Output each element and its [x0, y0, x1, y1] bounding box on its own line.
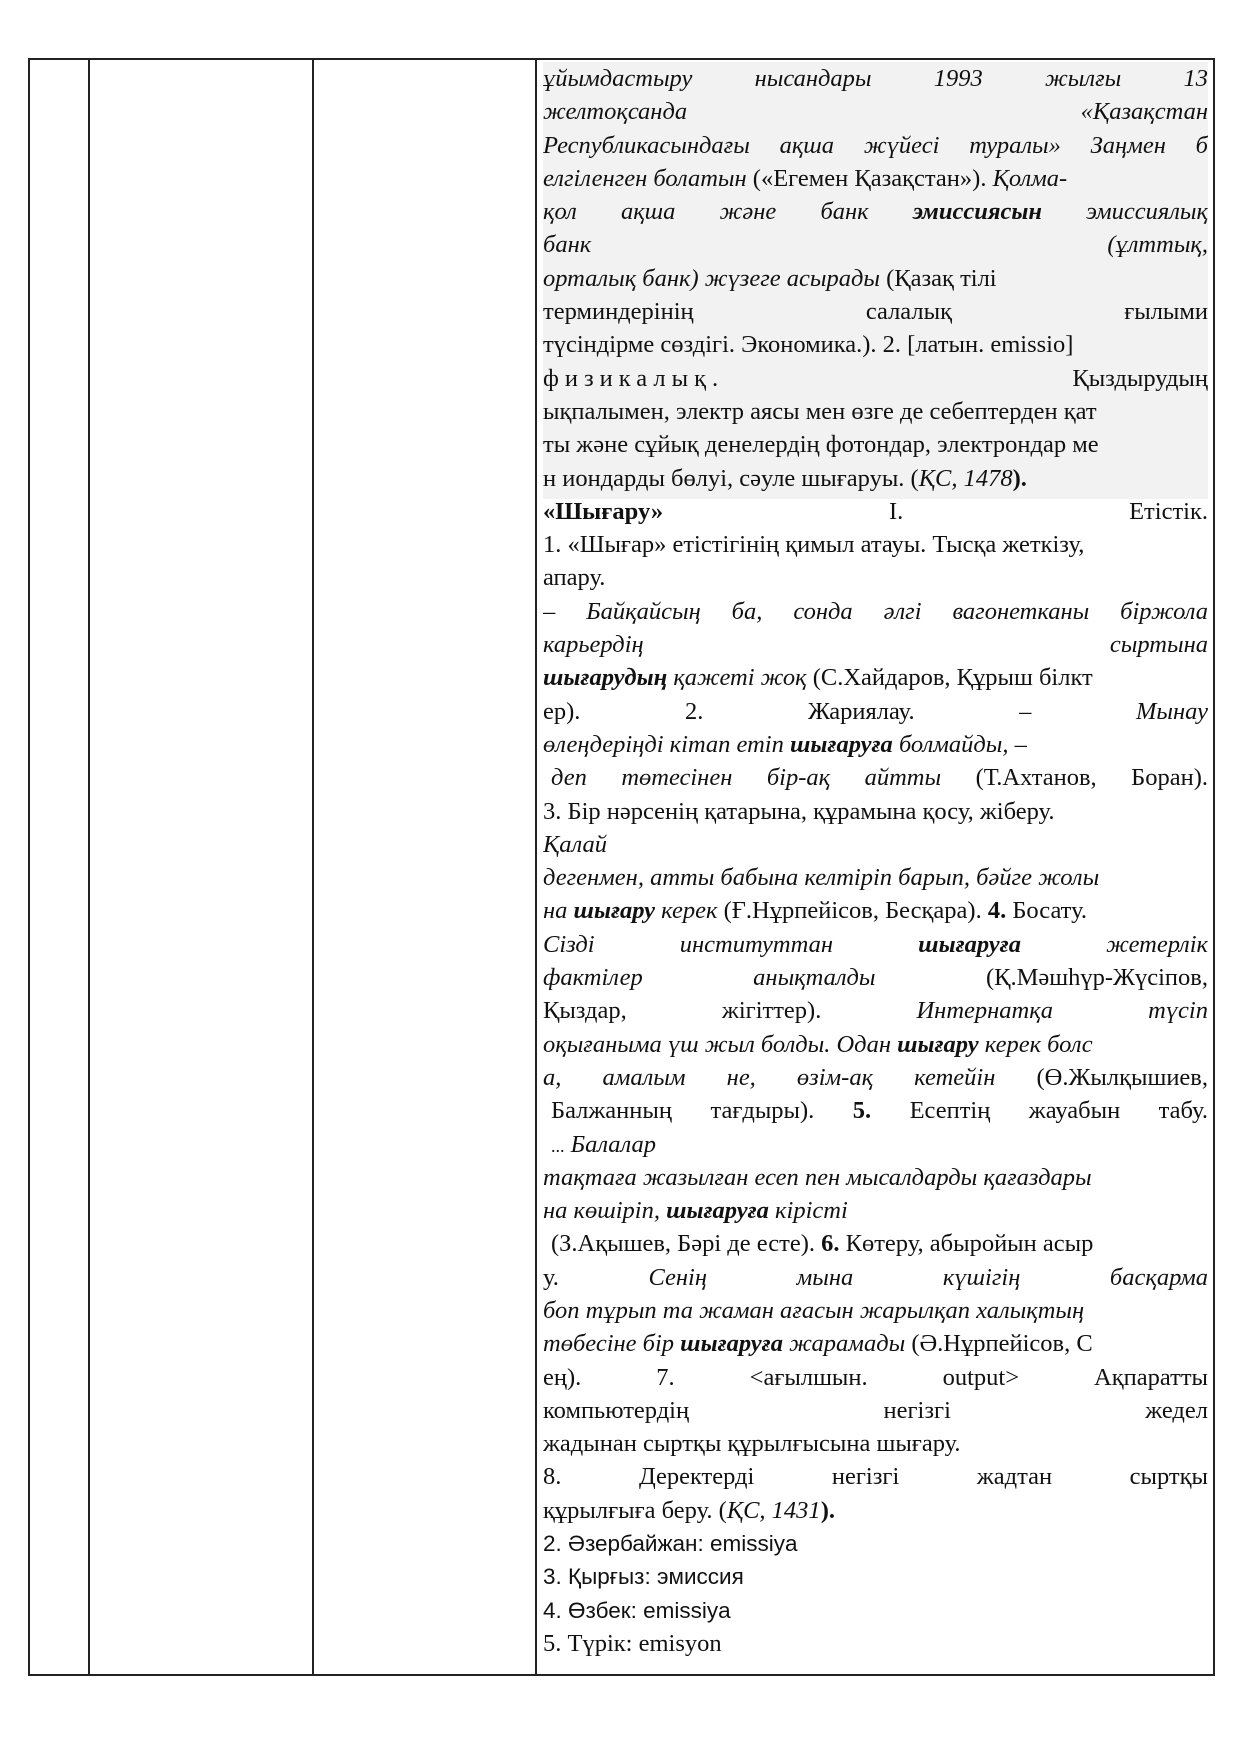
text-segment: Қыздар, жігіттер).	[543, 997, 822, 1025]
text-segment: 6.	[821, 1230, 840, 1258]
text-segment: ұйымдастыру нысандары 1993 жылғы 13	[543, 65, 1208, 92]
text-segment: кірісті	[768, 1197, 848, 1225]
text-segment: 3. Қырғыз: эмиссия	[543, 1564, 744, 1590]
text-segment: (Ө.Жылқышиев,	[995, 1063, 1208, 1091]
definition-cell	[543, 62, 1208, 1670]
text-segment: жарамады	[782, 1330, 906, 1358]
text-line	[543, 162, 1208, 195]
text-line	[543, 595, 1208, 628]
text-line	[543, 1494, 1208, 1527]
text-segment: у.	[543, 1263, 559, 1291]
text-segment: қажеті жоқ	[667, 664, 807, 692]
text-segment: – Байқайсың ба, сонда әлгі вагонетканы біржола	[543, 597, 1208, 625]
text-segment: елгіленген болатын	[543, 164, 753, 192]
text-line	[543, 928, 1208, 961]
text-line	[543, 62, 1208, 95]
text-line	[543, 561, 1208, 594]
text-segment: Есептің жауабын табу.	[871, 1097, 1208, 1125]
text-segment: 4.	[987, 897, 1007, 925]
text-segment: Балалар	[564, 1130, 657, 1158]
text-segment: құрылғыға беру. (	[543, 1496, 727, 1524]
text-segment: деп төтесінен бір-ақ айтты	[551, 764, 942, 792]
text-segment: желтоқсанда «Қазақстан	[543, 98, 1208, 126]
text-line	[543, 1227, 1208, 1260]
text-line	[543, 1560, 1208, 1593]
text-segment: ты және сұйық денелердің фотондар, электрондар ме	[543, 431, 1099, 459]
text-segment: шығару	[897, 1030, 979, 1058]
text-segment: 5. Түрік: emisyon	[543, 1629, 722, 1657]
text-line	[543, 1361, 1208, 1394]
text-segment: «Шығару»	[543, 497, 664, 525]
column-divider	[535, 60, 537, 1674]
text-segment: банк (ұлттық,	[543, 231, 1208, 259]
text-segment: Қалай	[543, 830, 608, 858]
text-segment: (Қ.Мәшһүр-Жүсіпов,	[875, 964, 1208, 992]
text-segment: Қыздырудың	[724, 364, 1208, 392]
text-segment: қол ақша және банк	[543, 198, 913, 226]
text-line	[543, 1427, 1208, 1460]
text-segment: Балжанның тағдыры).	[551, 1097, 853, 1125]
text-segment: болмайды, –	[892, 730, 1027, 758]
text-segment: («Егемен Қазақстан»).	[752, 164, 987, 192]
text-segment: шығаруға	[666, 1197, 769, 1225]
text-segment: – Мынау	[914, 697, 1208, 725]
text-segment: терминдерінің салалық ғылыми	[543, 298, 1208, 326]
text-segment: Босату.	[1006, 897, 1087, 925]
text-segment: тақтаға жазылған есеп пен мысалдарды қағаздары	[543, 1163, 1092, 1191]
text-segment: (З.Ақышев, Бәрі де есте).	[551, 1230, 822, 1258]
text-line	[543, 95, 1208, 128]
table	[28, 58, 1215, 1676]
text-line	[543, 861, 1208, 894]
text-line	[543, 728, 1208, 761]
text-line	[543, 1527, 1208, 1560]
text-line	[543, 328, 1208, 361]
text-segment: дегенмен, атты бабына келтіріп барып, бәйге жолы	[543, 864, 1100, 892]
text-line	[543, 295, 1208, 328]
text-segment: ...	[551, 1135, 565, 1156]
text-line	[543, 228, 1208, 261]
text-line	[543, 1128, 1208, 1161]
text-line	[543, 528, 1208, 561]
text-segment: керек	[655, 897, 718, 925]
text-line	[543, 628, 1208, 661]
text-line	[543, 1261, 1208, 1294]
text-segment: (Т.Ахтанов, Боран).	[941, 764, 1208, 792]
text-segment: ықпалымен, электр аясы мен өзге де себептерден қат	[543, 397, 1097, 425]
text-line	[543, 1294, 1208, 1327]
text-segment: (С.Хайдаров, Құрыш білкт	[806, 664, 1093, 692]
text-line	[543, 828, 1208, 861]
text-segment: өлеңдеріңді кітап етіп	[543, 730, 790, 758]
text-segment: н иондарды бөлуі, сәуле шығаруы. (	[543, 464, 919, 492]
text-line	[543, 195, 1208, 228]
column-divider	[88, 60, 90, 1674]
text-segment: Қолма-	[986, 164, 1068, 192]
text-segment: на	[543, 897, 574, 925]
text-segment: шығаруға	[680, 1330, 783, 1358]
text-segment: 3. Бір нәрсенің қатарына, құрамына қосу, жіберу.	[543, 797, 1055, 825]
text-segment: 4. Өзбек: emissiya	[543, 1597, 731, 1623]
text-segment: 1. «Шығар» етістігінің қимыл атауы. Тысқа жеткізу,	[543, 531, 1085, 559]
column-divider	[312, 60, 314, 1674]
text-line	[543, 1460, 1208, 1493]
text-line	[543, 1028, 1208, 1061]
text-segment: физикалық.	[543, 364, 725, 392]
text-segment: шығарудың	[543, 664, 668, 692]
text-line	[543, 428, 1208, 461]
text-line	[543, 961, 1208, 994]
text-line	[543, 661, 1208, 694]
text-line	[543, 1594, 1208, 1627]
text-line	[543, 1194, 1208, 1227]
text-segment: ).	[820, 1496, 835, 1524]
text-line	[543, 1161, 1208, 1194]
text-segment: Сенің мына күшігің басқарма	[558, 1263, 1208, 1291]
text-segment: 5.	[852, 1097, 872, 1125]
text-segment: ).	[1012, 464, 1027, 492]
text-segment: жадынан сыртқы құрылғысына шығару.	[543, 1430, 961, 1458]
text-segment: Республикасындағы ақша жүйесі туралы» Заңмен б	[543, 131, 1208, 159]
text-line	[543, 761, 1208, 794]
text-line	[543, 1394, 1208, 1427]
text-segment: на көшіріп,	[543, 1197, 667, 1225]
text-segment: а, амалым не, өзім-ақ кетейін	[543, 1063, 996, 1091]
text-segment: карьердің сыртына	[543, 631, 1208, 659]
text-line	[543, 1627, 1208, 1660]
text-segment: 2. Әзербайжан: emissiya	[543, 1531, 798, 1557]
text-segment: боп тұрып та жаман ағасын жарылқап халықтың	[543, 1296, 1085, 1324]
text-segment: эмиссиясын	[912, 198, 1042, 226]
text-segment: төбесіне бір	[543, 1330, 681, 1358]
text-line	[543, 395, 1208, 428]
text-segment: керек болс	[978, 1030, 1093, 1058]
text-segment: Интернатқа түсіп	[821, 997, 1208, 1025]
text-segment: орталық банк) жүзеге асырады	[543, 264, 880, 292]
text-segment: ер). 2. Жариялау.	[543, 697, 915, 725]
text-segment: ҚС, 1478	[918, 464, 1013, 492]
text-segment: Сізді институттан	[543, 930, 919, 958]
text-segment: шығаруға	[790, 730, 893, 758]
text-segment: жетерлік	[1020, 930, 1208, 958]
text-line	[543, 1327, 1208, 1360]
text-line	[543, 495, 1208, 528]
text-line	[543, 1061, 1208, 1094]
text-segment: (Қазақ тілі	[879, 264, 997, 292]
text-segment: (Ә.Нұрпейісов, С	[905, 1330, 1093, 1358]
text-segment: түсіндірме сөздігі. Экономика.). 2. [латын. emissio]	[543, 331, 1074, 359]
text-segment: шығаруға	[918, 930, 1021, 958]
text-segment: оқығаныма үш жыл болды. Одан	[543, 1030, 898, 1058]
text-segment: Көтеру, абыройын асыр	[839, 1230, 1094, 1258]
text-line	[543, 362, 1208, 395]
text-segment: 8. Деректерді негізгі жадтан сыртқы	[543, 1463, 1208, 1491]
text-line	[543, 695, 1208, 728]
text-segment: ҚС, 1431	[726, 1496, 821, 1524]
text-segment: шығару	[573, 897, 656, 925]
text-segment: компьютердің негізгі жедел	[543, 1396, 1208, 1424]
text-line	[543, 894, 1208, 927]
text-segment: апару.	[543, 564, 606, 592]
text-segment: фактілер анықталды	[543, 964, 876, 992]
text-line	[543, 994, 1208, 1027]
text-line	[543, 1094, 1208, 1127]
definition-text	[543, 62, 1208, 1660]
text-segment: I. Етістік.	[663, 497, 1208, 525]
text-line	[543, 795, 1208, 828]
text-segment: (Ғ.Нұрпейісов, Бесқара).	[717, 897, 988, 925]
text-line	[543, 262, 1208, 295]
text-segment: ең). 7. <ағылшын. output> Ақпаратты	[543, 1363, 1208, 1391]
text-line	[543, 462, 1208, 495]
text-segment: эмиссиялық	[1041, 198, 1208, 226]
text-line	[543, 129, 1208, 162]
